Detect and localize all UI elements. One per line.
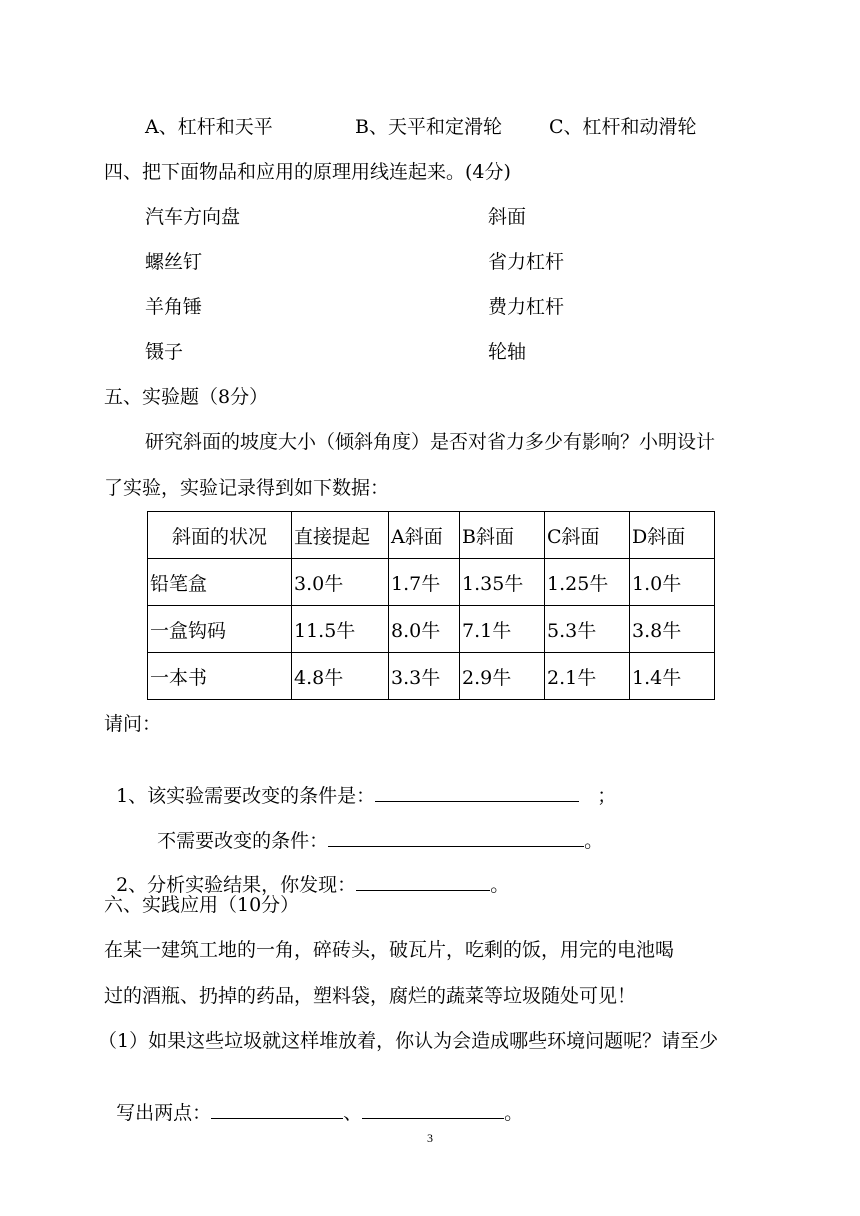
table-cell: 一本书 [148,653,292,700]
choice-a: A、杠杆和天平 [145,116,273,138]
table-cell: 一盒钩码 [148,606,292,653]
question-6-1-end: 。 [504,1102,524,1124]
table-header-cell: B斜面 [460,512,545,559]
table-cell: 1.4牛 [630,653,715,700]
table-header-row [148,512,715,559]
page-number: 3 [427,1131,433,1145]
table-cell: 4.8牛 [292,653,389,700]
table-cell: 2.1牛 [545,653,630,700]
table-cell: 11.5牛 [292,606,389,653]
answer-blank[interactable] [375,783,579,802]
question-6-1-text: 写出两点： [116,1102,212,1124]
match-right-item: 轮轴 [488,341,527,363]
answer-blank[interactable] [211,1100,343,1119]
table-cell: 铅笔盒 [148,559,292,606]
table-cell: 3.3牛 [389,653,460,700]
question-1b-end: 。 [584,830,604,852]
match-right-item: 省力杠杆 [488,251,565,273]
question-1 [104,759,616,808]
table-header-cell: 斜面的状况 [148,512,292,559]
experiment-intro: 研究斜面的坡度大小（倾斜角度）是否对省力多少有影响？小明设计 [145,431,716,453]
question-2-text: 2、分析实验结果，你发现： [116,874,357,896]
table-row [148,606,715,653]
choice-b: B、天平和定滑轮 [355,116,502,138]
table-header-cell: A斜面 [389,512,460,559]
table-cell: 3.8牛 [630,606,715,653]
table-header-cell: D斜面 [630,512,715,559]
scenario-text-cont: 过的酒瓶、扔掉的药品，塑料袋，腐烂的蔬菜等垃圾随处可见！ [104,985,637,1007]
match-left-item: 镊子 [145,341,184,363]
match-left-item: 汽车方向盘 [145,206,241,228]
match-left-item: 羊角锤 [145,296,203,318]
section4-title: 四、把下面物品和应用的原理用线连起来。(4分) [104,161,511,183]
question-6-1: （1）如果这些垃圾就这样堆放着，你认为会造成哪些环境问题呢？请至少 [98,1030,719,1052]
question-1b-text: 不需要改变的条件： [157,830,329,852]
question-2 [104,848,509,897]
question-6-1-answer [104,1076,523,1125]
table-cell: 2.9牛 [460,653,545,700]
table-cell: 7.1牛 [460,606,545,653]
experiment-intro-cont: 了实验，实验记录得到如下数据： [104,477,390,499]
table-cell: 1.35牛 [460,559,545,606]
table-header-cell: C斜面 [545,512,630,559]
answer-blank[interactable] [328,828,584,847]
table-cell: 1.7牛 [389,559,460,606]
table-cell: 1.0牛 [630,559,715,606]
match-right-item: 费力杠杆 [488,296,565,318]
scenario-text: 在某一建筑工地的一角，碎砖头，破瓦片，吃剩的饭，用完的电池喝 [104,939,675,961]
question-1b [145,804,603,853]
table-cell: 5.3牛 [545,606,630,653]
section5-title: 五、实验题（8分） [104,386,269,408]
table-cell: 3.0牛 [292,559,389,606]
table-row [148,653,715,700]
question-prompt: 请问： [104,713,162,735]
table-row [148,559,715,606]
question-6-1-sep: 、 [343,1102,363,1124]
question-1-end: ； [597,785,617,807]
question-1-text: 1、该实验需要改变的条件是： [116,785,376,807]
table-header-cell: 直接提起 [292,512,389,559]
table-cell: 1.25牛 [545,559,630,606]
table-cell: 8.0牛 [389,606,460,653]
experiment-table [147,511,715,700]
section6-title: 六、实践应用（10分） [104,894,300,916]
choice-c: C、杠杆和动滑轮 [549,116,697,138]
question-2-end: 。 [490,874,510,896]
answer-blank[interactable] [362,1100,504,1119]
answer-blank[interactable] [356,872,490,891]
match-right-item: 斜面 [488,206,527,228]
match-left-item: 螺丝钉 [145,251,203,273]
